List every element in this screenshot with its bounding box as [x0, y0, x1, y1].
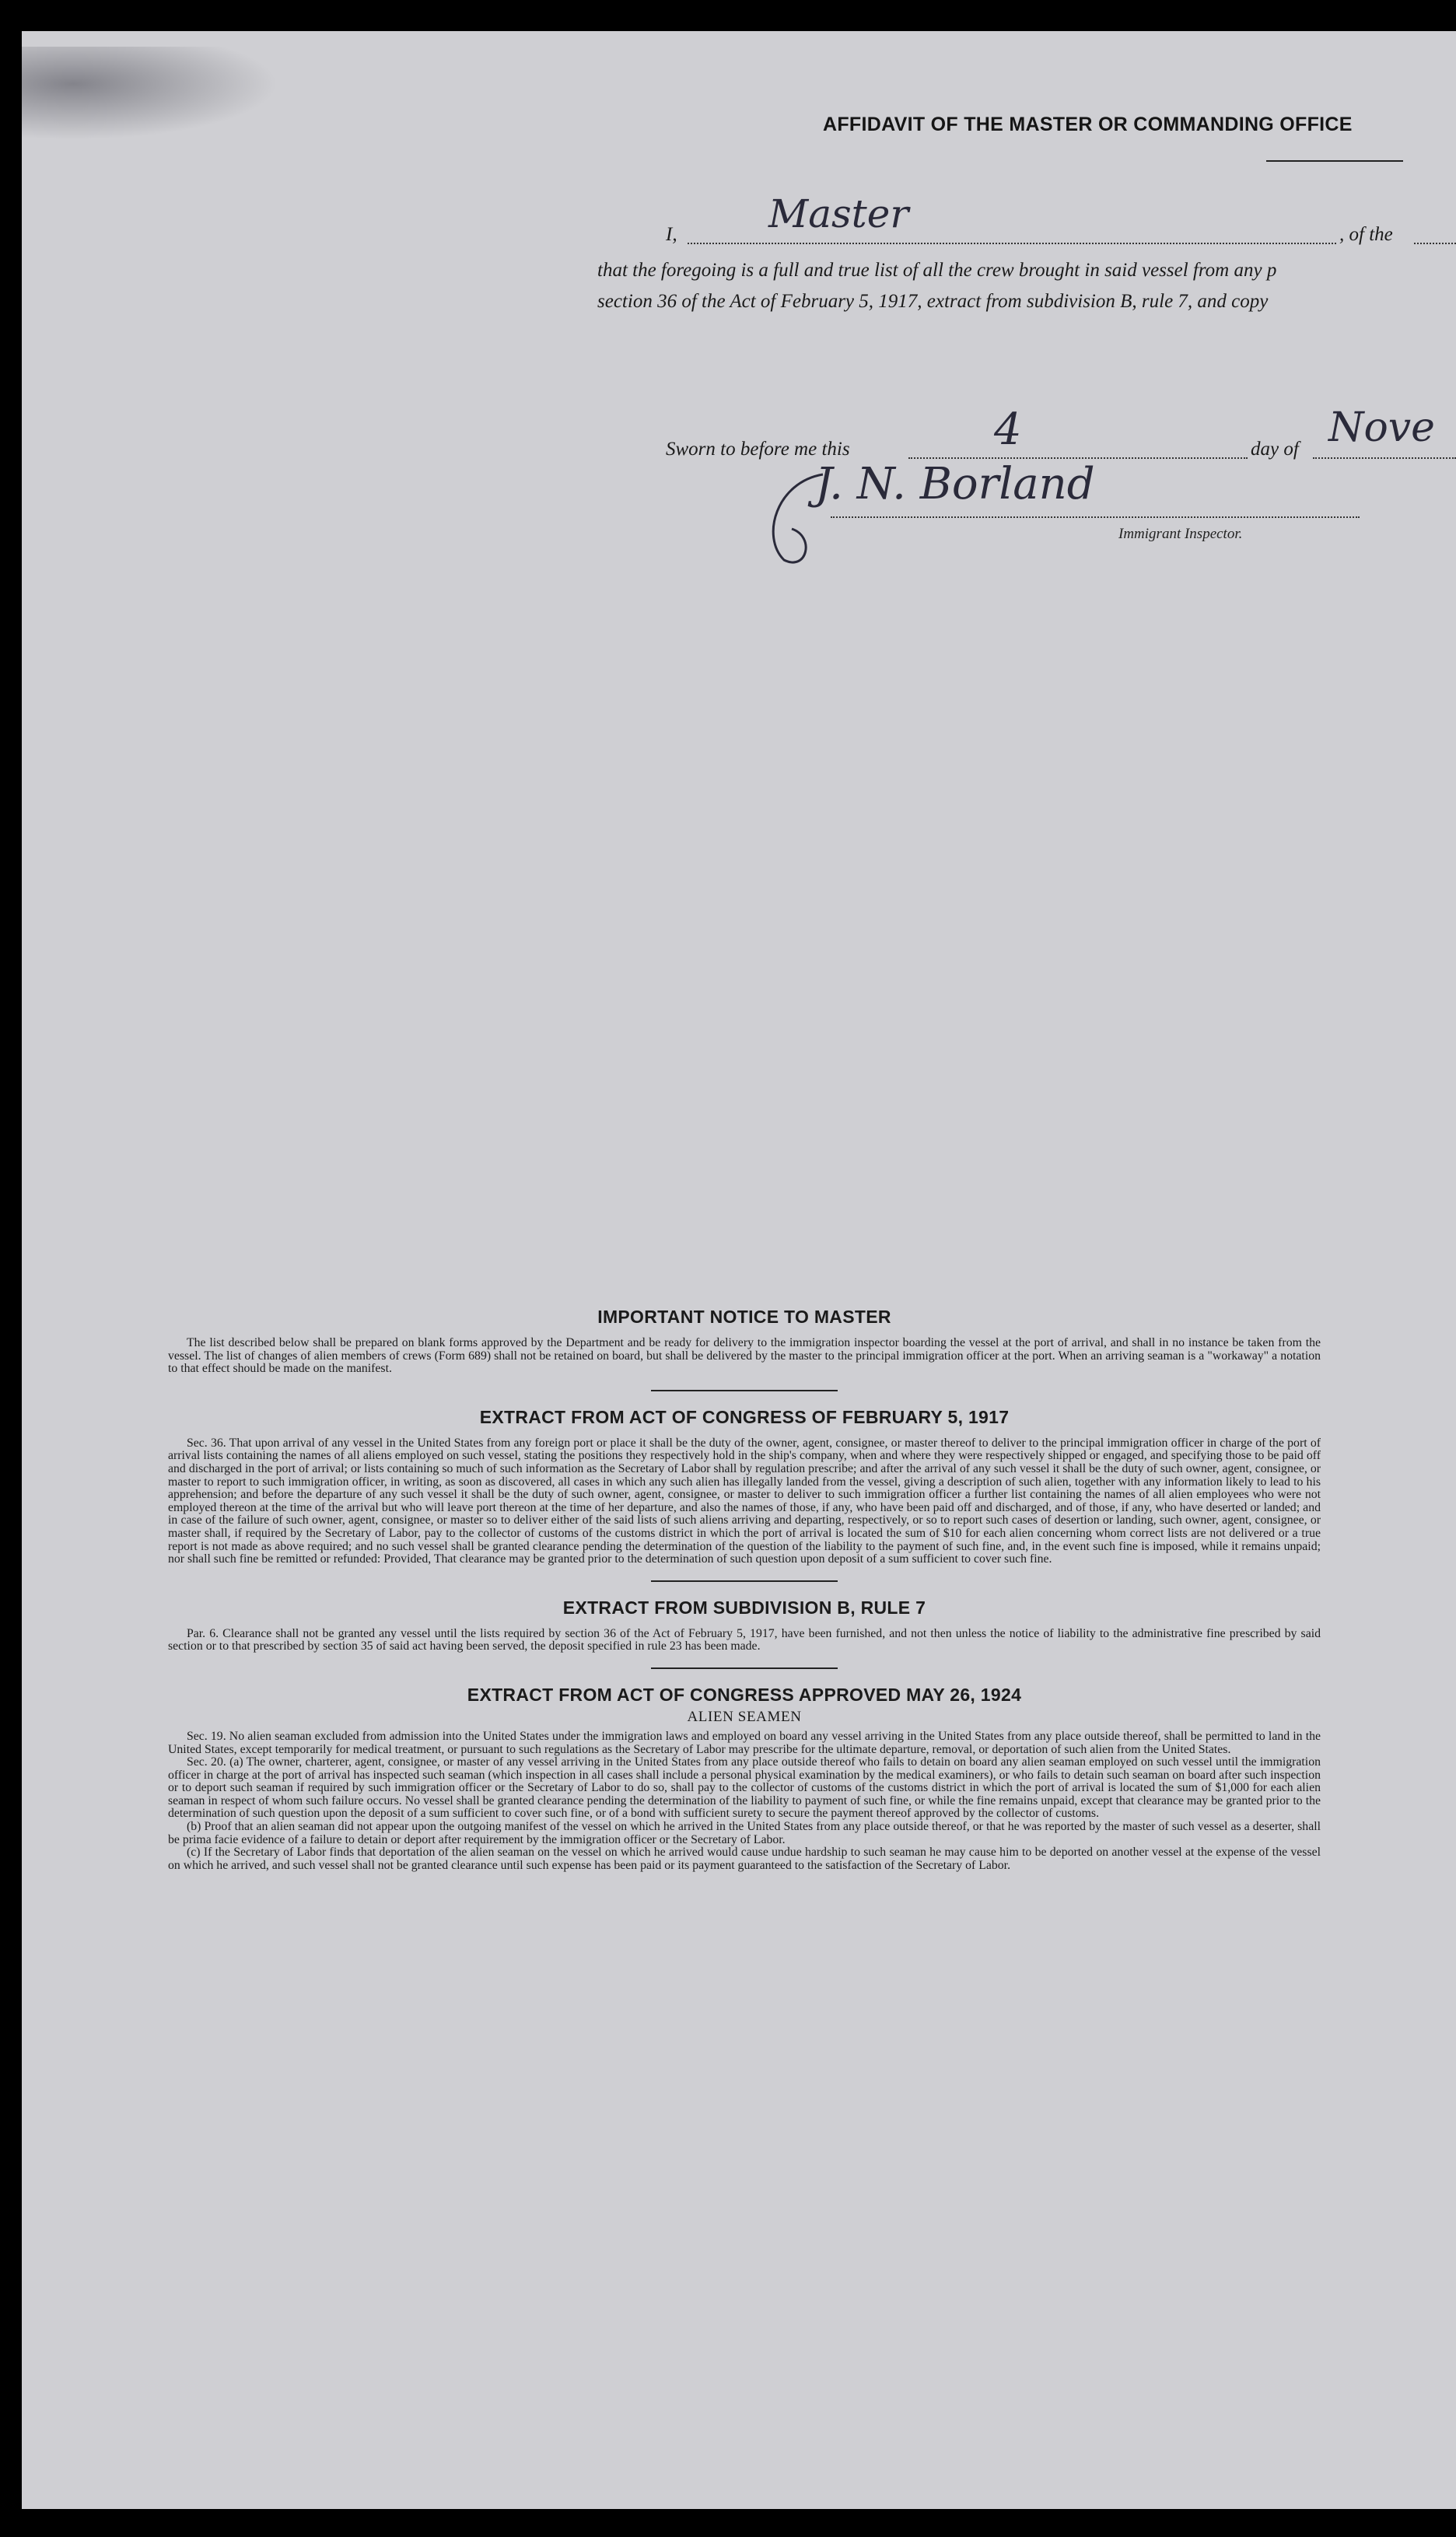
- affidavit-title: AFFIDAVIT OF THE MASTER OR COMMANDING OFFICE: [823, 114, 1353, 135]
- important-notice-body: The list described below shall be prepared on blank forms approved by the Department and be ready for delivery to the immigration inspector boarding the vessel at the port of arrival, and shall in no instance be taken from the vessel. The list of changes of alien members of crews (Form 689) shall not be retained on board, but shall be delivered by the master to the principal immigration officer at the port. When an arriving seaman is a "workaway" a notation to that effect should be made on the manifest.: [168, 1336, 1321, 1376]
- line1-suffix: , of the: [1339, 224, 1393, 245]
- sworn-day: 4: [994, 404, 1022, 455]
- subdivision-b-title: EXTRACT FROM SUBDIVISION B, RULE 7: [562, 1597, 926, 1618]
- master-name-line: [688, 243, 1336, 244]
- vessel-line: [1414, 243, 1456, 244]
- section-divider: [651, 1390, 838, 1391]
- sec-19-body: Sec. 19. No alien seaman excluded from admission into the United States under the immigration laws and employed on board any vessel arriving in the United States from any place outside thereof, shall be permitted to land in the United States, except temporarily for medical treatment, or pursuant to such regulations as the Secretary of Labor may prescribe for the ultimate departure, removal, or deportation of such alien from the United States.: [168, 1729, 1321, 1756]
- sec-20a-body: Sec. 20. (a) The owner, charterer, agent, consignee, or master of any vessel arriving in the United States from any place outside thereof who fails to detain on board any alien seaman employed on such vessel until the immigration officer in charge at the port of arrival has inspected such seaman (which inspection in all cases shall include a personal physical examination by the medical examiners), or who fails to detain such seaman on board after such inspection or to deport such seaman if required by such immigration officer or the Secretary of Labor to do so, shall pay to the collector of customs of the customs district in which the port of arrival is located the sum of $1,000 for each alien seaman in respect of whom such failure occurs. No vessel shall be granted clearance pending the determination of the liability to payment of such fine, or while the fine remains unpaid, except that clearance may be granted prior to the determination of such question upon the deposit of a sum sufficient to cover such fine, or of a bond with sufficient surety to secure the payment thereof approved by the collector of customs.: [168, 1755, 1321, 1821]
- title-underline: [1266, 160, 1403, 162]
- line1-prefix: I,: [666, 224, 677, 245]
- scan-smudge: [22, 47, 278, 140]
- inspector-line: [831, 516, 1360, 518]
- extract-1917-body: Sec. 36. That upon arrival of any vessel in the United States from any foreign port or place it shall be the duty of the owner, agent, consignee, or master thereof to deliver to the principal immigration officer in charge of the port of arrival lists containing the names of all aliens employed on such vessel, stating the positions they respectively hold in the ship's company, when and where they were respectively shipped or engaged, and specifying those to be paid off and discharged in the port of arrival; or lists containing so much of such information as the Secretary of Labor shall by regulation prescribe; and after the arrival of any such vessel it shall be the duty of such owner, agent, consignee, or master to report to such immigration officer, in writing, as soon as discovered, all cases in which any such alien has illegally landed from the vessel, giving a description of such alien, together with any information likely to lead to his apprehension; and before the departure of any such vessel it shall be the duty of such owner, agent, consignee, or master to deliver to such immigration officer a further list containing the names of all alien employees who were not employed thereon at the time of the arrival but who will leave port thereon at the time of her departure, and also the names of those, if any, who have been paid off and discharged, and of those, if any, who have deserted or landed; and in case of the failure of such owner, agent, consignee, or master so to deliver either of the said lists of such aliens arriving and departing, respectively, or so to report such cases of desertion or landing, such owner, agent, consignee, or master shall, if required by the Secretary of Labor, pay to the collector of customs of the customs district in which the port of arrival is located the sum of $10 for each alien concerning whom correct lists are not delivered or a true report is not made as above required; and no such vessel shall be granted clearance pending the determination of the question of the liability to the payment of such fine, and, in the event such fine is imposed, while it remains unpaid; nor shall such fine be remitted or refunded: Provided, That clearance may be granted prior to the determination of such question upon deposit of a sum sufficient to cover such fine.: [168, 1436, 1321, 1566]
- sworn-middle: day of: [1251, 439, 1299, 460]
- affidavit-line-2: that the foregoing is a full and true list of all the crew brought in said vessel from any p: [597, 260, 1277, 281]
- section-divider: [651, 1667, 838, 1669]
- extract-1924-title: EXTRACT FROM ACT OF CONGRESS APPROVED MAY 26, 1924: [467, 1684, 1022, 1705]
- sworn-month-line: [1313, 457, 1456, 459]
- inspector-signature: J. N. Borland: [815, 459, 1095, 509]
- important-notice-section: [168, 1307, 1321, 1872]
- affidavit-line-3: section 36 of the Act of February 5, 1917, extract from subdivision B, rule 7, and copy: [597, 291, 1269, 312]
- important-notice-title: IMPORTANT NOTICE TO MASTER: [597, 1307, 891, 1327]
- document-sheet: [22, 31, 1456, 2509]
- section-divider: [651, 1580, 838, 1582]
- sworn-prefix: Sworn to before me this: [666, 439, 850, 460]
- extract-1917-title: EXTRACT FROM ACT OF CONGRESS OF FEBRUARY 5, 1917: [479, 1406, 1010, 1427]
- sec-20c-body: (c) If the Secretary of Labor finds that deportation of the alien seaman on the vessel on which he arrived would cause undue hardship to such seaman he may cause him to be deported on another vessel at the expense of the vessel on which he arrived, and such vessel shall not be granted clearance until such expense has been paid or its payment guaranteed to the satisfaction of the Secretary of Labor.: [168, 1846, 1321, 1872]
- master-signature: Master: [768, 191, 909, 236]
- sworn-month: Nove: [1328, 404, 1435, 451]
- signature-flourish: [761, 467, 854, 576]
- extract-1924-subtitle: ALIEN SEAMEN: [687, 1708, 802, 1725]
- inspector-label: Immigrant Inspector.: [1118, 526, 1243, 542]
- sec-20b-body: (b) Proof that an alien seaman did not appear upon the outgoing manifest of the vessel on which he arrived in the United States from any place outside thereof, or that he was reported by the master of such vessel as a deserter, shall be prima facie evidence of a failure to detain or deport after requirement by the immigration officer or the Secretary of Labor.: [168, 1820, 1321, 1846]
- subdivision-b-body: Par. 6. Clearance shall not be granted any vessel until the lists required by section 36 of the Act of February 5, 1917, have been furnished, and not then unless the notice of liability to the administrative fine prescribed by said section or to that prescribed by section 35 of said act having been served, the deposit specified in rule 23 has been made.: [168, 1626, 1321, 1653]
